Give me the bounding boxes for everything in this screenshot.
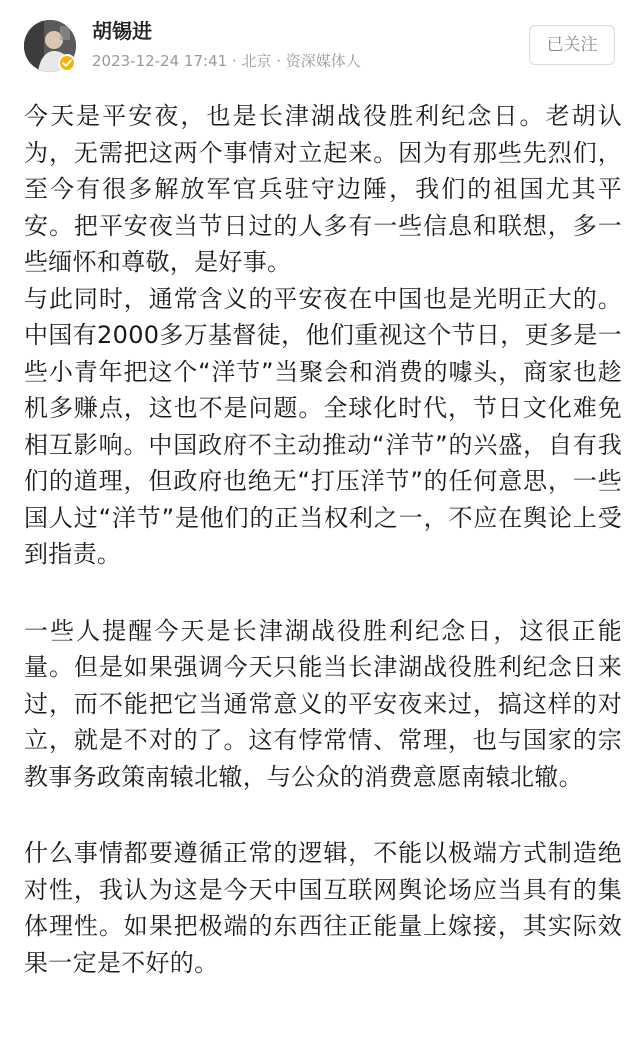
paragraph-spacer [24,573,622,613]
article-body [24,98,622,981]
paragraph-4: 什么事情都要遵循正常的逻辑，不能以极端方式制造绝对性，我认为这是今天中国互联网舆论场应当具有的集体理性。如果把极端的东西往正能量上嫁接，其实际效果一定是不好的。 [24,839,622,977]
paragraph-3: 一些人提醒今天是长津湖战役胜利纪念日，这很正能量。但是如果强调今天只能当长津湖战役胜利纪念日来过，而不能把它当通常意义的平安夜来过，搞这样的对立，就是不对的了。这有悖常情、常理，也与国家的宗教事务政策南辕北辙，与公众的消费意愿南辕北辙。 [24,616,622,791]
author-name[interactable]: 胡锡进 [92,19,152,43]
follow-button[interactable]: 已关注 [529,25,615,65]
paragraph-2: 与此同时，通常含义的平安夜在中国也是光明正大的。中国有2000多万基督徒，他们重视这个节日，更多是一些小青年把这个“洋节”当聚会和消费的噱头，商家也趁机多赚点，这也不是问题。全球化时代，节日文化难免相互影响。中国政府不主动推动“洋节”的兴盛，自有我们的道理，但政府也绝无“打压洋节”的任何意思，一些国人过“洋节”是他们的正当权利之一，不应在舆论上受到指责。 [24,284,622,568]
verified-badge-icon [58,54,76,72]
paragraph-1: 今天是平安夜，也是长津湖战役胜利纪念日。老胡认为，无需把这两个事情对立起来。因为有那些先烈们，至今有很多解放军官兵驻守边陲，我们的祖国尤其平安。把平安夜当节日过的人多有一些信息和联想，多一些缅怀和尊敬，是好事。 [24,102,622,276]
post-header [0,0,640,90]
post-meta: 2023-12-24 17:41 · 北京 · 资深媒体人 [92,52,361,70]
paragraph-spacer [24,795,622,835]
